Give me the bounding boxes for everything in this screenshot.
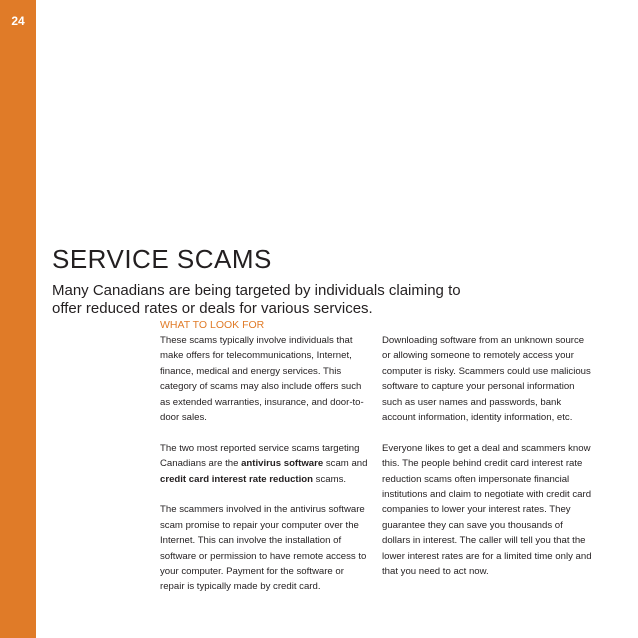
orange-side-bar bbox=[0, 0, 36, 638]
intro-text: Many Canadians are being targeted by individuals claiming to offer reduced rates or deals for various services. bbox=[52, 282, 461, 317]
right-paragraph-1: Downloading software from an unknown source or allowing someone to remotely access your computer is risky. Scammers could use malicious software to capture your personal information such as user names and passwords, bank account information, identity information, etc. bbox=[382, 335, 591, 424]
left-paragraph-1: These scams typically involve individuals that make offers for telecommunications, Internet, finance, medical and energy services. This category of scams may also include offers such as extended warranties, insurance, and door-to-door sales. bbox=[160, 335, 364, 424]
section-heading: WHAT TO LOOK FOR bbox=[160, 319, 265, 331]
credit-card-reduction-emphasis: credit card interest rate reduction bbox=[160, 473, 314, 485]
right-column bbox=[382, 333, 592, 579]
left-paragraph-2 bbox=[160, 441, 370, 487]
left-column bbox=[160, 318, 370, 595]
p2-text-middle: scam and bbox=[323, 458, 368, 470]
p2-text-before: The two most reported service scams targeting Canadians are the bbox=[160, 442, 360, 470]
left-paragraph-3: The scammers involved in the antivirus software scam promise to repair your computer over the Internet. This can involve the installation of software or permission to have remote access to your computer. Payment for the software or repair is typically made by credit card. bbox=[160, 504, 367, 593]
right-paragraph-2: Everyone likes to get a deal and scammers know this. The people behind credit card interest rate reduction scams often impersonate financial institutions and claim to negotiate with credit card companies to lower your interest rates. They guarantee they can save you thousands of dollars in interest. The caller will tell you that the lower interest rates are for a limited time only and that you need to act now. bbox=[382, 442, 592, 578]
page-title: SERVICE SCAMS bbox=[52, 244, 272, 274]
page-number: 24 bbox=[11, 14, 25, 28]
p2-text-after: scams. bbox=[313, 473, 347, 485]
antivirus-software-emphasis: antivirus software bbox=[241, 458, 324, 470]
